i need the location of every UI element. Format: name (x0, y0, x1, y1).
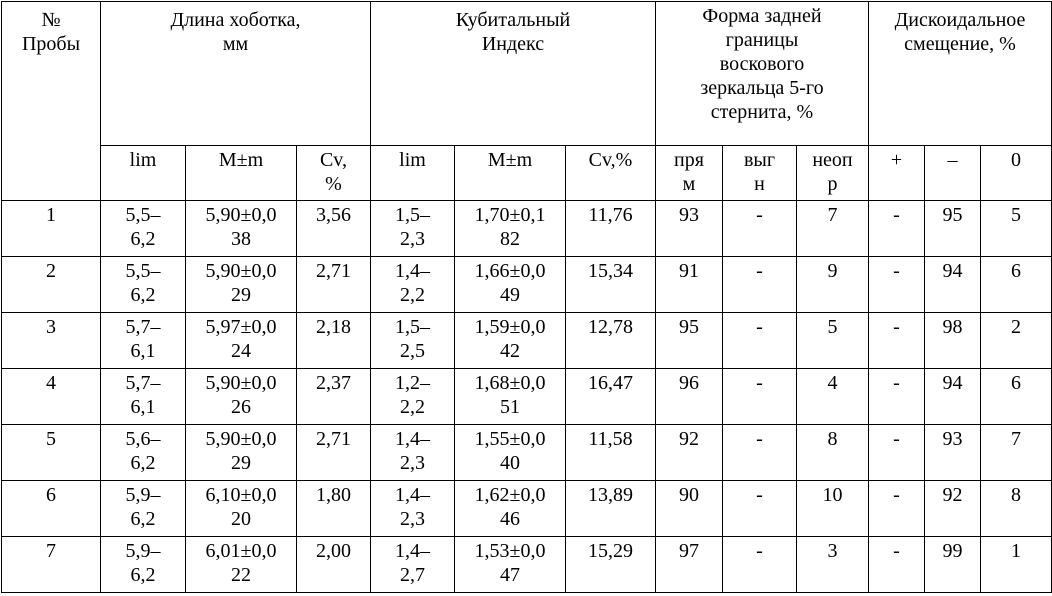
table-cell: 2,00 (297, 537, 371, 593)
subheader-cell: пря м (656, 146, 723, 201)
subheader-cell: – (925, 146, 981, 201)
table-cell: 5,5– 6,2 (101, 201, 186, 257)
table-cell: - (869, 425, 925, 481)
table-cell: 8 (797, 425, 869, 481)
table-cell: - (723, 481, 797, 537)
table-row (2, 425, 1052, 481)
table-cell: 1,55±0,0 40 (455, 425, 566, 481)
table-cell: 1,4– 2,2 (371, 257, 455, 313)
table-cell: 95 (925, 201, 981, 257)
table-cell: 16,47 (566, 369, 656, 425)
table-cell: 1,70±0,1 82 (455, 201, 566, 257)
table-cell: 4 (2, 369, 101, 425)
table-row (2, 481, 1052, 537)
table-cell: 94 (925, 369, 981, 425)
table-cell: 1,4– 2,3 (371, 425, 455, 481)
table-cell: 9 (797, 257, 869, 313)
table-cell: - (723, 257, 797, 313)
table-cell: 99 (925, 537, 981, 593)
table-cell: - (723, 313, 797, 369)
table-cell: 92 (656, 425, 723, 481)
table-cell: 2,18 (297, 313, 371, 369)
table-cell: - (723, 369, 797, 425)
table-cell: 13,89 (566, 481, 656, 537)
table-row (2, 201, 1052, 257)
table-cell: 1,80 (297, 481, 371, 537)
subheader-cell: выг н (723, 146, 797, 201)
subheader-cell: + (869, 146, 925, 201)
table-cell: - (869, 369, 925, 425)
table-cell: - (869, 537, 925, 593)
subheader-cell: Cv, % (297, 146, 371, 201)
table-cell: 1,66±0,0 49 (455, 257, 566, 313)
table-cell: 5,7– 6,1 (101, 313, 186, 369)
table-cell: 15,29 (566, 537, 656, 593)
table-cell: 11,76 (566, 201, 656, 257)
table-cell: 6,01±0,0 22 (186, 537, 297, 593)
subheader-cell: 0 (981, 146, 1052, 201)
table-cell: 1,59±0,0 42 (455, 313, 566, 369)
table-cell: 3,56 (297, 201, 371, 257)
header-proboscis-length: Длина хоботка, мм (101, 2, 371, 146)
table-cell: 1,62±0,0 46 (455, 481, 566, 537)
table-cell: 92 (925, 481, 981, 537)
table-cell: 1 (2, 201, 101, 257)
table-cell: 6 (2, 481, 101, 537)
table-cell: 8 (981, 481, 1052, 537)
table-cell: 5,7– 6,1 (101, 369, 186, 425)
table-cell: 91 (656, 257, 723, 313)
table-cell: 94 (925, 257, 981, 313)
table-cell: - (869, 313, 925, 369)
table-cell: 5,90±0,0 38 (186, 201, 297, 257)
table-cell: - (869, 257, 925, 313)
table-cell: 5,90±0,0 26 (186, 369, 297, 425)
table-cell: 10 (797, 481, 869, 537)
table-cell: 1,53±0,0 47 (455, 537, 566, 593)
subheader-cell: Cv,% (566, 146, 656, 201)
table-cell: 2,71 (297, 425, 371, 481)
table-cell: 6 (981, 369, 1052, 425)
table-cell: 5 (2, 425, 101, 481)
table-cell: 3 (797, 537, 869, 593)
table-cell: 5,9– 6,2 (101, 481, 186, 537)
table-cell: 5,9– 6,2 (101, 537, 186, 593)
table-cell: 90 (656, 481, 723, 537)
table-cell: 2 (2, 257, 101, 313)
table-cell: 2,37 (297, 369, 371, 425)
header-wax-mirror-shape: Форма задней границы воскового зеркальца 5-го стернита, % (656, 2, 869, 146)
table-cell: 5 (981, 201, 1052, 257)
table-cell: 93 (656, 201, 723, 257)
subheader-cell: lim (371, 146, 455, 201)
table-cell: 6 (981, 257, 1052, 313)
table-cell: 1,4– 2,3 (371, 481, 455, 537)
table-cell: - (869, 481, 925, 537)
subheader-cell: M±m (455, 146, 566, 201)
table-cell: 1,5– 2,3 (371, 201, 455, 257)
table-cell: 7 (981, 425, 1052, 481)
table-cell: 1,2– 2,2 (371, 369, 455, 425)
table-cell: 1,5– 2,5 (371, 313, 455, 369)
subheader-cell: lim (101, 146, 186, 201)
header-discoidal-shift: Дискоидальное смещение, % (869, 2, 1052, 146)
table-cell: 5,6– 6,2 (101, 425, 186, 481)
table-cell: 93 (925, 425, 981, 481)
subheader-cell: неоп р (797, 146, 869, 201)
table-cell: 11,58 (566, 425, 656, 481)
table-cell: 12,78 (566, 313, 656, 369)
table-row (2, 257, 1052, 313)
table-cell: 15,34 (566, 257, 656, 313)
table-cell: 97 (656, 537, 723, 593)
table-cell: - (723, 425, 797, 481)
table-row (2, 313, 1052, 369)
table-cell: 4 (797, 369, 869, 425)
table-cell: 2,71 (297, 257, 371, 313)
header-cubital-index: Кубитальный Индекс (371, 2, 656, 146)
table-cell: - (869, 201, 925, 257)
table-cell: 5,90±0,0 29 (186, 257, 297, 313)
table-cell: 5 (797, 313, 869, 369)
table-cell: - (723, 537, 797, 593)
table-cell: 3 (2, 313, 101, 369)
data-table (1, 1, 1052, 593)
subheader-row (2, 146, 1052, 201)
table-cell: 95 (656, 313, 723, 369)
table-cell: 1,68±0,0 51 (455, 369, 566, 425)
header-probe: № Пробы (2, 2, 101, 201)
table-cell: 1 (981, 537, 1052, 593)
table-cell: 1,4– 2,7 (371, 537, 455, 593)
table-body (2, 2, 1052, 593)
table-cell: 98 (925, 313, 981, 369)
table-cell: 5,90±0,0 29 (186, 425, 297, 481)
table-cell: 5,5– 6,2 (101, 257, 186, 313)
table-cell: - (723, 201, 797, 257)
table-cell: 2 (981, 313, 1052, 369)
table-cell: 6,10±0,0 20 (186, 481, 297, 537)
header-row (2, 2, 1052, 146)
table-cell: 96 (656, 369, 723, 425)
subheader-cell: M±m (186, 146, 297, 201)
table-row (2, 537, 1052, 593)
table-cell: 7 (797, 201, 869, 257)
table-cell: 7 (2, 537, 101, 593)
table-cell: 5,97±0,0 24 (186, 313, 297, 369)
table-row (2, 369, 1052, 425)
